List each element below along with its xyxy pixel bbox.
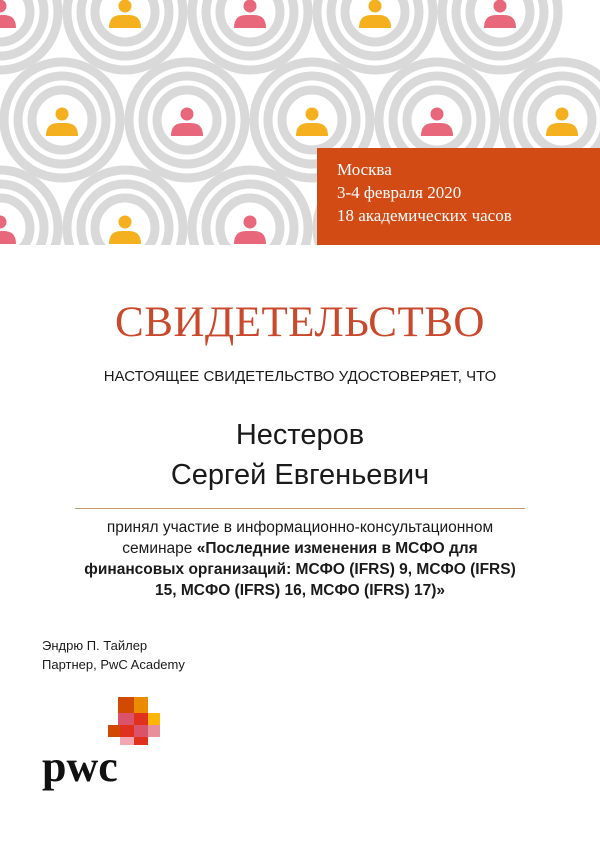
participation-text: принял участие в информационно-консультационном семинаре bbox=[106, 519, 494, 557]
pwc-logo-blocks bbox=[108, 697, 160, 745]
event-dates: 3-4 февраля 2020 bbox=[337, 183, 462, 202]
pwc-logo-icon bbox=[40, 693, 165, 795]
seminar-title: «Последние изменения в МСФО для финансовых организаций: МСФО (IFRS) 9, МСФО (IFRS) 15, МСФО (IFRS) 16, МСФО (IFRS) 17)» bbox=[84, 540, 516, 599]
certificate-body bbox=[80, 517, 520, 601]
recipient-surname: Нестеров bbox=[235, 419, 365, 451]
ring-person-motif bbox=[4, 62, 120, 178]
event-city: Москва bbox=[337, 160, 392, 179]
certificate-title: СВИДЕТЕЛЬСТВО bbox=[115, 299, 485, 346]
pwc-logo-text: pwc bbox=[42, 742, 118, 791]
certificate-subtitle: НАСТОЯЩЕЕ СВИДЕТЕЛЬСТВО УДОСТОВЕРЯЕТ, ЧТО bbox=[103, 368, 497, 385]
signatory-position: Партнер, PwC Academy bbox=[42, 657, 185, 672]
name-divider bbox=[75, 508, 525, 509]
event-info-box bbox=[317, 148, 600, 245]
signatory-block bbox=[42, 636, 185, 674]
recipient-given-names: Сергей Евгеньевич bbox=[170, 459, 430, 491]
signatory-name: Эндрю П. Тайлер bbox=[42, 638, 148, 653]
event-hours: 18 академических часов bbox=[337, 206, 512, 225]
ring-person-motif bbox=[129, 62, 245, 178]
